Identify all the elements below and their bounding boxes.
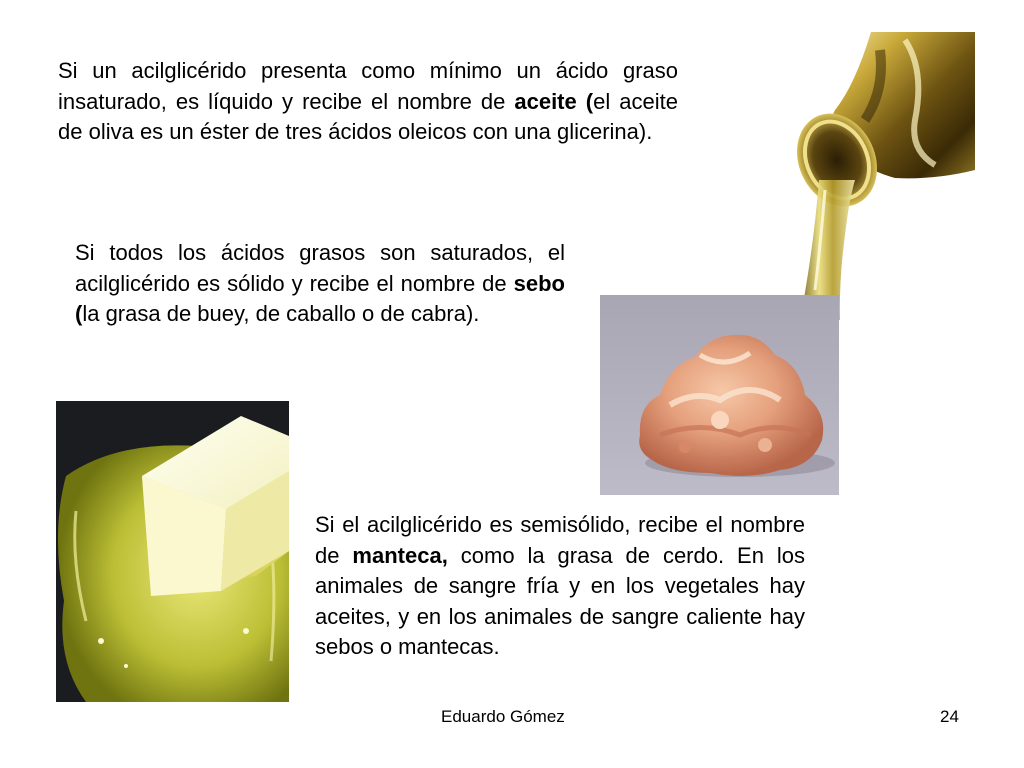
melting-butter-image [56,401,289,702]
text: la grasa de buey, de caballo o de cabra). [82,301,480,326]
term-aceite: aceite ( [514,88,594,114]
text: el aceite de oliva es un éster de tres ácidos oleicos con una glicerina). [58,88,678,144]
text: Si un acilglicérido presenta como mínimo un ácido graso insaturado, es líquido y recibe el nombre de [58,58,678,114]
term-manteca: manteca, [352,542,448,568]
tallow-image [600,295,839,495]
olive-oil-pouring-image [785,30,975,320]
term-sebo: sebo ( [75,270,565,326]
text: como la grasa de cerdo. En los animales de sangre fría y en los vegetales hay aceites, y en los animales de sangre caliente hay sebos o mantecas. [315,542,805,659]
paragraph-aceite [58,56,678,148]
paragraph-manteca [315,510,805,663]
paragraph-sebo [75,238,565,330]
melting-butter-illustration [56,401,289,702]
page-number: 24 [940,707,959,726]
text: Si el acilglicérido es semisólido, recibe el nombre de [315,512,805,568]
text: Si todos los ácidos grasos son saturados, el acilglicérido es sólido y recibe el nombre de [75,240,565,296]
footer-author: Eduardo Gómez [441,707,565,726]
tallow-illustration [600,295,839,495]
olive-oil-pouring-illustration [785,30,975,320]
